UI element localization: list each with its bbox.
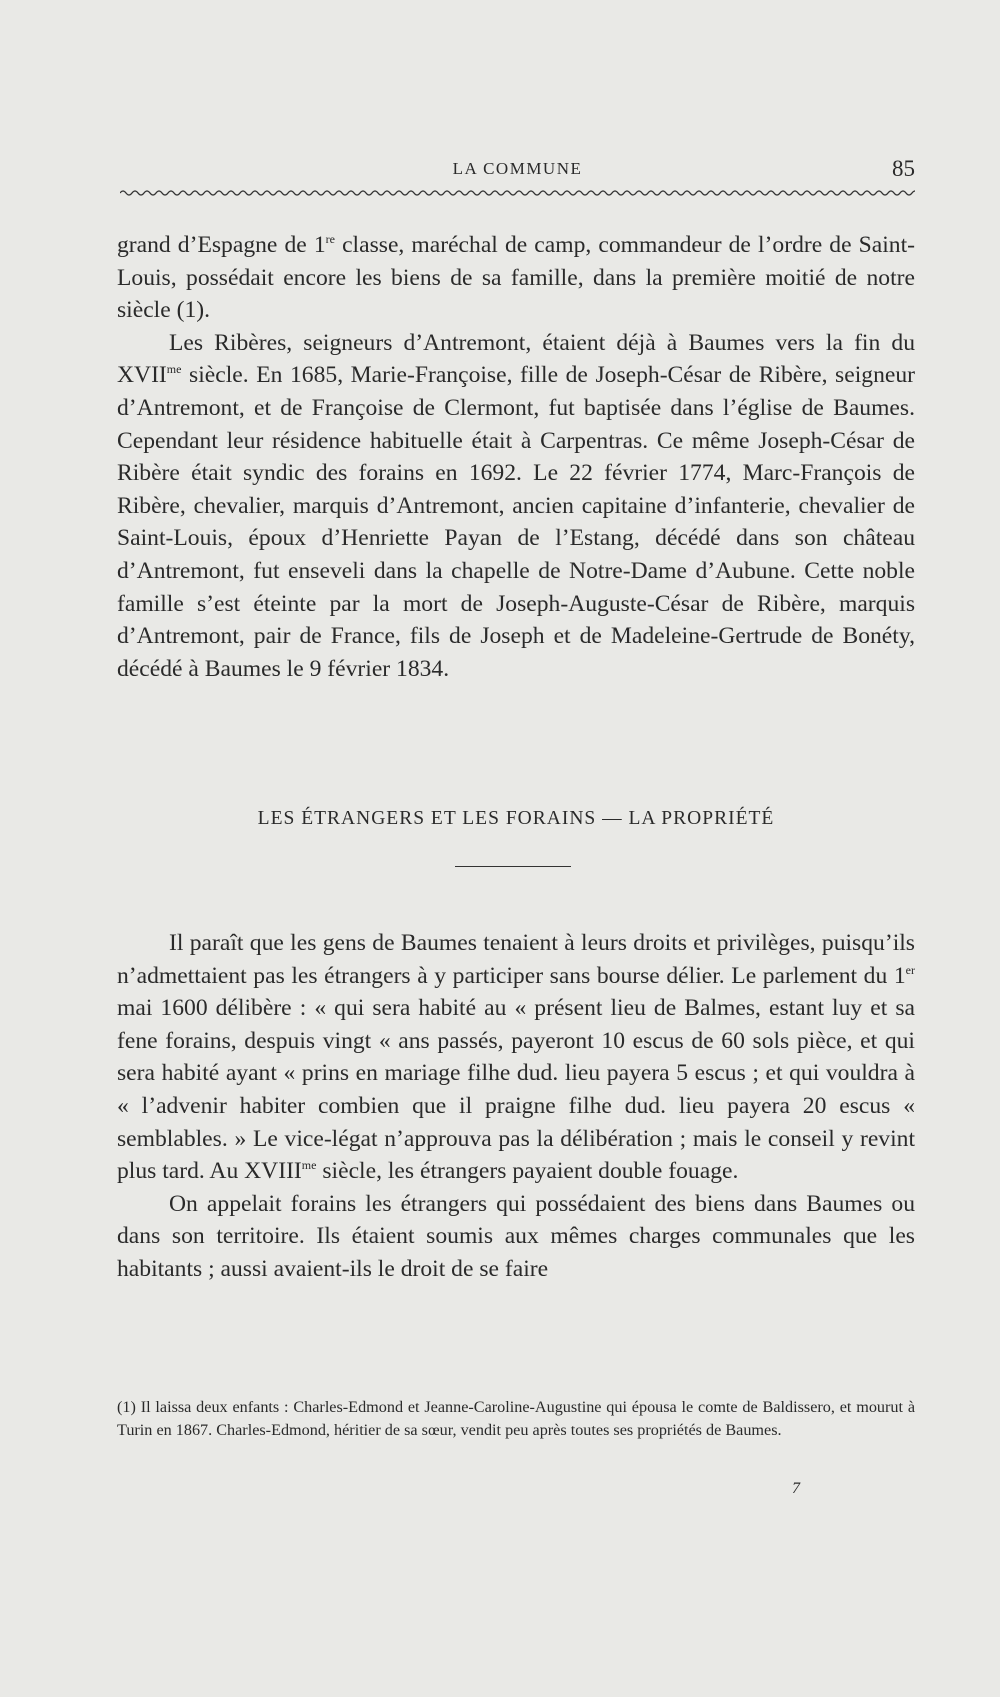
section-heading: LES ÉTRANGERS ET LES FORAINS — LA PROPRIÉTÉ [257,808,775,829]
signature-mark: 7 [792,1480,800,1497]
text-run: siècle, les étrangers payaient double fouage. [316,1158,739,1185]
text-run: mai 1600 délibère : « qui sera habité au « présent lieu de Balmes, estant luy et sa fene forains, despuis vingt « ans passés, payeront 10 escus de 60 sols pièce, et qui sera habité ayant « prins en mariage filhe dud. lieu payera 5 escus ; et qui vouldra à « l’advenir habiter combien que il praigne filhe dud. lieu payera 20 escus « semblables. » Le vice-légat n’approuva pas la délibération ; mais le conseil y revint plus tard. Au XVIII [117,995,915,1185]
superscript: er [905,962,915,977]
superscript: me [166,362,182,377]
paragraph [117,229,915,327]
section-1-text [117,229,915,685]
heading-rule [455,866,571,867]
running-title: LA COMMUNE [452,159,583,178]
text-run: On appelait forains les étrangers qui possédaient des biens dans Baumes ou dans son territoire. Ils étaient soumis aux mêmes charges communales que les habitants ; aussi avaient-ils le droit de se faire [117,1190,915,1282]
text-run: siècle. En 1685, Marie-Françoise, fille de Joseph-César de Ribère, seigneur d’Antremont, et de Françoise de Clermont, fut baptisée dans l’église de Baumes. Cependant leur résidence habituelle était à Carpentras. Ce même Joseph-César de Ribère était syndic des forains en 1692. Le 22 février 1774, Marc-François de Ribère, chevalier, marquis d’Antremont, ancien capitaine d’infanterie, chevalier de Saint-Louis, époux d’Henriette Payan de l’Estang, décédé dans son château d’Antremont, fut enseveli dans la chapelle de Notre-Dame d’Aubune. Cette noble famille s’est éteinte par la mort de Joseph-Auguste-César de Ribère, marquis d’Antremont, pair de France, fils de Joseph et de Madeleine-Gertrude de Bonéty, décédé à Baumes le 9 février 1834. [117,362,915,682]
superscript: me [301,1158,317,1173]
paragraph [117,1188,915,1286]
running-head [120,156,915,186]
text-run: Les Ribères, seigneurs d’Antremont, étaient déjà à Baumes vers la fin du XVII [117,329,915,389]
text-run: grand d’Espagne de 1 [117,232,326,258]
paragraph [117,327,915,686]
paragraph [117,927,915,1188]
footnote: (1) Il laissa deux enfants : Charles-Edmond et Jeanne-Caroline-Augustine qui épousa le comte de Baldissero, et mourut à Turin en 1867. Charles-Edmond, héritier de sa sœur, vendit peu après toutes ses propriétés de Baumes. [117,1398,915,1439]
wavy-rule-divider [120,188,915,198]
superscript: re [325,232,335,246]
page-number: 85 [892,156,915,181]
section-2-text [117,927,915,1286]
text-run: classe, maréchal de camp, commandeur de l’ordre de Saint-Louis, possédait encore les biens de sa famille, dans la première moitié de notre siècle (1). [117,232,915,324]
text-run: Il paraît que les gens de Baumes tenaient à leurs droits et privilèges, puisqu’ils n’admettaient pas les étrangers à y participer sans bourse délier. Le parlement du 1 [117,930,915,989]
